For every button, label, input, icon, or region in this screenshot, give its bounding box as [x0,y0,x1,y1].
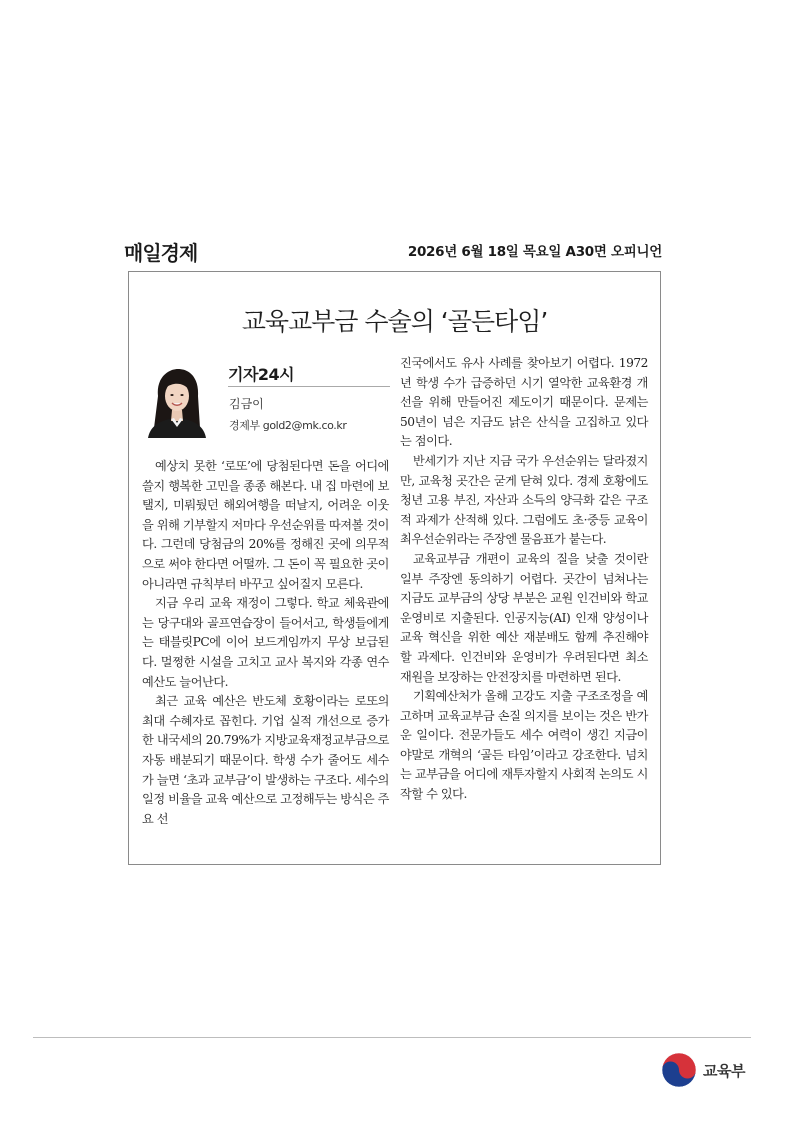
article-paragraph-continued: 진국에서도 유사 사례를 찾아보기 어렵다. 1972년 학생 수가 급증하던 시기 열악한 교육환경 개선을 위해 만들어진 제도이기 때문이다. 문제는 50년이 넘은 지금도 낡은 산식을 고집하고 있다는 점이다. [400,356,648,449]
reporter-byline [142,362,392,438]
footer-divider [33,1037,751,1038]
issue-info: 2026년 6월 18일 목요일 A30면 오피니언 [407,244,662,260]
taegeuk-logo-icon [660,1051,698,1089]
article-paragraph: 교육교부금 개편이 교육의 질을 낮출 것이란 일부 주장엔 동의하기 어렵다. 곳간이 넘쳐나는 지금도 교부금의 상당 부분은 교원 인건비와 학교 운영비로 지출된다. 인공지능(AI) 인재 양성이나 교육 혁신을 위한 예산 재분배도 함께 추진해야 할 과제다. 인건비와 운영비가 우려된다면 최소 재원을 보장하는 안전장치를 마련하면 된다. [400,551,648,684]
newspaper-name: 매일경제 [124,241,198,265]
ministry-branding [660,1051,755,1089]
article-paragraph: 지금 우리 교육 재정이 그렇다. 학교 체육관에는 당구대와 골프연습장이 들어서고, 학생들에게는 태블릿PC에 이어 보드게임까지 무상 보급된다. 멀쩡한 시설을 고치고 교사 복지와 각종 연수 예산도 늘어난다. [142,596,389,689]
article-column-right [400,354,648,805]
byline-divider [228,386,390,387]
article-paragraph: 예상치 못한 ‘로또’에 당첨된다면 돈을 어디에 쓸지 행복한 고민을 종종 해본다. 내 집 마련에 보탤지, 미뤄뒀던 해외여행을 떠날지, 어려운 이웃을 위해 기부할지 저마다 우선순위를 따져볼 것이다. 그런데 당첨금의 20%를 정해진 곳에 의무적으로 써야 한다면 어떨까. 그 돈이 꼭 필요한 곳이 아니라면 규칙부터 바꾸고 싶어질지 모른다. [142,459,390,591]
article-paragraph: 최근 교육 예산은 반도체 호황이라는 로또의 최대 수혜자로 꼽힌다. 기업 실적 개선으로 증가한 내국세의 20.79%가 지방교육재정교부금으로 자동 배분되기 때문이다. 학생 수가 줄어도 세수가 늘면 ‘초과 교부금’이 발생하는 구조다. 세수의 일정 비율을 교육 예산으로 고정해두는 방식은 주요 선 [142,694,390,826]
article-paragraph: 반세기가 지난 지금 국가 우선순위는 달라졌지만, 교육청 곳간은 굳게 닫혀 있다. 경제 호황에도 청년 고용 부진, 자산과 소득의 양극화 같은 구조적 과제가 산적해 있다. 그럼에도 초·중등 교육이 최우선순위라는 주장엔 물음표가 붙는다. [400,453,648,547]
article-clipping [128,271,661,865]
masthead [124,237,662,265]
reporter-portrait-icon [144,366,210,438]
column-title: 기자24시 [228,365,295,384]
ministry-name: 교육부 [703,1062,745,1080]
article-column-left [142,457,389,829]
article-paragraph: 기획예산처가 올해 고강도 지출 구조조정을 예고하며 교육교부금 손질 의지를 보이는 것은 반가운 일이다. 전문가들도 세수 여력이 생긴 지금이야말로 개혁의 ‘골든 타임’이라고 강조한다. 넘치는 교부금을 어디에 재투자할지 사회적 논의도 시작할 수 있다. [400,689,648,802]
reporter-name: 김금이 [229,397,264,411]
article-headline: 교육교부금 수술의 ‘골든타임’ [241,307,548,336]
reporter-contact: 경제부 gold2@mk.co.kr [229,419,347,432]
reporter-photo [144,366,210,438]
